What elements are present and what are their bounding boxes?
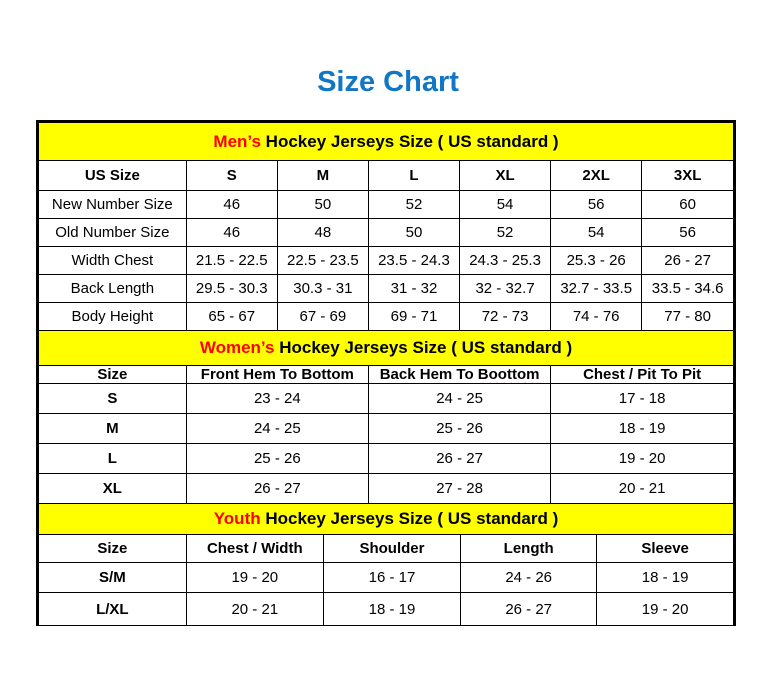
table-cell: 23.5 - 24.3 (368, 247, 459, 275)
table-cell: 27 - 28 (368, 474, 550, 504)
table-cell: 32.7 - 33.5 (551, 275, 642, 303)
table-cell: 26 - 27 (368, 444, 550, 474)
table-cell: 32 - 32.7 (460, 275, 551, 303)
row-label: XL (39, 474, 186, 504)
column-header: Chest / Width (186, 535, 323, 563)
table-cell: 25.3 - 26 (551, 247, 642, 275)
table-cell: 24 - 25 (186, 414, 368, 444)
table-cell: 54 (551, 219, 642, 247)
table-cell: 26 - 27 (186, 474, 368, 504)
table-cell: 56 (551, 191, 642, 219)
table-cell: 19 - 20 (551, 444, 733, 474)
table-cell: 29.5 - 30.3 (186, 275, 277, 303)
womens-table-banner (39, 331, 733, 366)
table-row (39, 474, 733, 504)
row-label: M (39, 414, 186, 444)
table-row (39, 384, 733, 414)
womens-banner-highlight: Women’s (199, 338, 275, 357)
table-cell: 77 - 80 (642, 303, 733, 331)
table-cell: 25 - 26 (186, 444, 368, 474)
table-cell: 16 - 17 (323, 563, 460, 593)
column-header: S (186, 161, 277, 191)
table-cell: 46 (186, 219, 277, 247)
column-header: 3XL (642, 161, 733, 191)
table-row (39, 444, 733, 474)
table-cell: 30.3 - 31 (277, 275, 368, 303)
table-cell: 52 (460, 219, 551, 247)
table-cell: 22.5 - 23.5 (277, 247, 368, 275)
table-cell: 67 - 69 (277, 303, 368, 331)
table-cell: 50 (368, 219, 459, 247)
row-label: Back Length (39, 275, 186, 303)
youth-header-row (39, 535, 733, 563)
column-header: US Size (39, 161, 186, 191)
mens-size-table (39, 123, 733, 331)
table-cell: 23 - 24 (186, 384, 368, 414)
column-header: XL (460, 161, 551, 191)
table-row (39, 191, 733, 219)
column-header: Shoulder (323, 535, 460, 563)
table-cell: 33.5 - 34.6 (642, 275, 733, 303)
row-label: New Number Size (39, 191, 186, 219)
womens-size-table (39, 331, 733, 504)
table-cell: 52 (368, 191, 459, 219)
column-header: L (368, 161, 459, 191)
table-cell: 24.3 - 25.3 (460, 247, 551, 275)
table-cell: 18 - 19 (597, 563, 733, 593)
table-cell: 56 (642, 219, 733, 247)
table-cell: 54 (460, 191, 551, 219)
misspelled-word-with-squiggle: Boottom (477, 366, 540, 383)
table-row (39, 219, 733, 247)
table-cell: 19 - 20 (186, 563, 323, 593)
column-header: Size (39, 535, 186, 563)
column-header: Size (39, 366, 186, 384)
youth-size-table (39, 504, 733, 625)
table-cell: 60 (642, 191, 733, 219)
mens-banner-cell (39, 123, 733, 161)
table-cell: 24 - 25 (368, 384, 550, 414)
mens-banner-highlight: Men’s (213, 131, 261, 151)
size-chart-tables (36, 120, 736, 626)
table-cell: 31 - 32 (368, 275, 459, 303)
table-cell: 26 - 27 (461, 593, 597, 626)
row-label: S (39, 384, 186, 414)
table-row (39, 563, 733, 593)
table-cell: 17 - 18 (551, 384, 733, 414)
row-label: L/XL (39, 593, 186, 626)
column-header: M (277, 161, 368, 191)
column-header: Sleeve (597, 535, 733, 563)
table-cell: 25 - 26 (368, 414, 550, 444)
youth-table-banner (39, 504, 733, 535)
row-label: Old Number Size (39, 219, 186, 247)
table-row (39, 247, 733, 275)
table-cell: 19 - 20 (641, 600, 689, 618)
womens-banner-cell (39, 331, 733, 366)
column-header: Front Hem To Bottom (186, 366, 368, 384)
header-text-prefix: Back Hem To (379, 366, 478, 383)
table-cell: 50 (277, 191, 368, 219)
womens-header-row (39, 366, 733, 384)
table-cell: 18 - 19 (551, 414, 733, 444)
table-cell: 20 - 21 (551, 474, 733, 504)
row-label: Body Height (39, 303, 186, 331)
womens-banner-text: Hockey Jerseys Size ( US standard ) (274, 338, 573, 357)
table-cell: 20 - 21 (186, 593, 323, 626)
table-cell: 21.5 - 22.5 (186, 247, 277, 275)
youth-banner-cell (39, 504, 733, 535)
table-row (39, 303, 733, 331)
table-cell: 18 - 19 (323, 593, 460, 626)
page-title: Size Chart (317, 66, 459, 98)
table-cell: 69 - 71 (368, 303, 459, 331)
table-row (39, 275, 733, 303)
table-cell: 46 (186, 191, 277, 219)
youth-banner-text: Hockey Jerseys Size ( US standard ) (260, 509, 559, 528)
table-row (39, 593, 733, 626)
row-label: L (39, 444, 186, 474)
table-cell: 72 - 73 (460, 303, 551, 331)
column-header: Chest / Pit To Pit (551, 366, 733, 384)
table-row (39, 414, 733, 444)
row-label: S/M (39, 563, 186, 593)
column-header: 2XL (551, 161, 642, 191)
youth-banner-highlight: Youth (213, 509, 261, 528)
table-cell: 26 - 27 (642, 247, 733, 275)
mens-table-banner (39, 123, 733, 161)
column-header: Length (461, 535, 597, 563)
table-cell: 65 - 67 (186, 303, 277, 331)
table-cell: 48 (277, 219, 368, 247)
row-label: Width Chest (39, 247, 186, 275)
table-cell: 24 - 26 (461, 563, 597, 593)
column-header-misspelled (368, 366, 550, 384)
table-cell: 74 - 76 (551, 303, 642, 331)
mens-banner-text: Hockey Jerseys Size ( US standard ) (260, 131, 559, 151)
mens-header-row (39, 161, 733, 191)
